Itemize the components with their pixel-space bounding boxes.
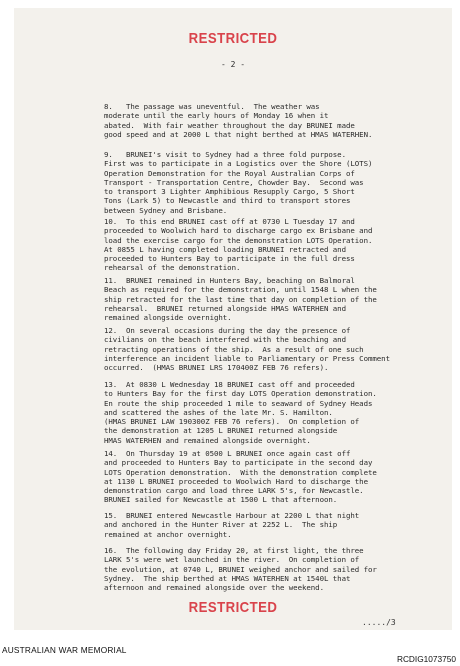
archive-name: AUSTRALIAN WAR MEMORIAL [2,645,127,655]
paragraph-13: 13. At 0830 L Wednesday 18 BRUNEI cast off and proceeded to Hunters Bay for the first day LOTS Operation demonstration. En route the ship proceeded 1 mile to seaward of Sydney Heads and scattered the ashes of the late Mr. S. Hamilton. (HMAS BRUNEI LAW 190300Z FEB 76 refers). On completion of the demonstration at 1205 L BRUNEI returned alongside HMAS WATERHEN and remained alongside overnight. [104,380,377,445]
archive-footer [0,639,460,666]
paragraph-8: 8. The passage was uneventful. The weather was moderate until the early hours of Monday 16 when it abated. With fair weather throughout the day BRUNEI made good speed and at 2000 L that night berthed at HMAS WATERHEN. [104,102,373,139]
paragraph-12: 12. On several occasions during the day the presence of civilians on the beach interfered with the beaching and retracting operations of the ship. As a result of one such interference an incident liable to Parliamentary or Press Comment occurred. (HMAS BRUNEI LRS 170400Z FEB 76 refers). [104,326,390,373]
paragraph-9: 9. BRUNEI's visit to Sydney had a three fold purpose. First was to participate in a Logistics over the Shore (LOTS) Operation Demonstration for the Royal Australian Corps of Transport - Transportation Centre, Chowder Bay. Second was to transport 3 Lighter Amphibious Resupply Cargo, 5 Short Tons (Lark 5) to Newcastle and third to transport stores between Sydney and Brisbane. [104,150,373,215]
paragraph-14: 14. On Thursday 19 at 0500 L BRUNEI once again cast off and proceeded to Hunters Bay to participate in the second day LOTS Operation demonstration. With the demonstration complete at 1130 L BRUNEI proceeded to Woolwich Hard to discharge the demonstration cargo and load three LARK 5's, for Newcastle. BRUNEI sailed for Newcastle at 1500 L that afternoon. [104,449,377,505]
continuation-marker: ...../3 [362,618,396,627]
paragraph-10: 10. To this end BRUNEI cast off at 0730 L Tuesday 17 and proceeded to Woolwich hard to discharge cargo ex Brisbane and load the exercise cargo for the demonstration LOTS Operation. At 0855 L having completed loading BRUNEI retracted and proceeded to Hunters Bay to participate in the full dress rehearsal of the demonstration. [104,217,373,273]
paragraph-11: 11. BRUNEI remained in Hunters Bay, beaching on Balmoral Beach as required for the demonstration, until 1548 L when the ship retracted for the last time that day on completion of the rehearsal. BRUNEI returned alongside HMAS WATERHEN and remained alongside overnight. [104,276,377,323]
paragraph-16: 16. The following day Friday 20, at first light, the three LARK 5's were wet launched in the river. On completion of the evolution, at 0740 L, BRUNEI weighed anchor and sailed for Sydney. The ship berthed at HMAS WATERHEN at 1540L that afternoon and remained alongside over the weekend. [104,546,377,593]
classification-stamp-bottom: RESTRICTED [188,599,278,616]
classification-stamp-top: RESTRICTED [188,30,278,47]
archive-reference: RCDIG1073750 [396,654,456,664]
document-page [14,8,452,630]
paragraph-15: 15. BRUNEI entered Newcastle Harbour at 2200 L that night and anchored in the Hunter River at 2252 L. The ship remained at anchor overnight. [104,511,360,539]
page-number: - 2 - [220,60,246,69]
